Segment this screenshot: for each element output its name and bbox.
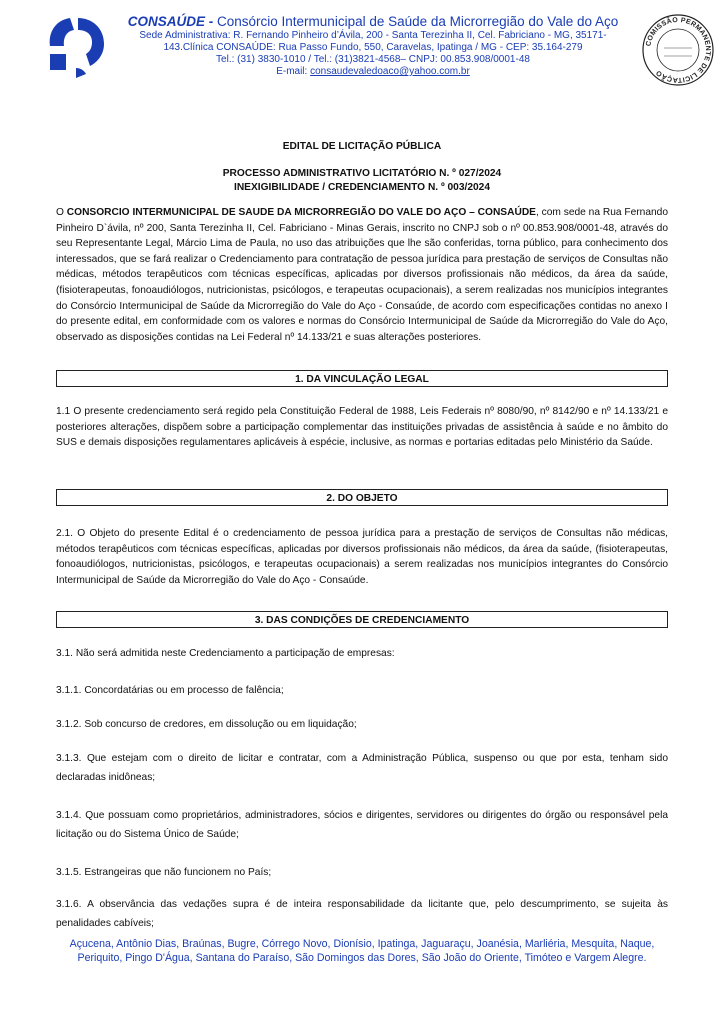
- letterhead: [108, 14, 638, 78]
- section-2-text: 2.1. O Objeto do presente Edital é o credenciamento de pessoa jurídica para a prestação de serviços de Consultas não médicas, métodos terapêuticos com técnicas específicas, aplicadas por diversos profissionais não médicos, da área da saúde, (fisioterapeutas, fonoaudiólogos, nutricionistas, psicólogos, e terapeutas ocupacionais) a serem realizadas nos municípios integrantes do Consórcio Intermunicipal de Saúde da Microrregião do Vale do Aço - Consaúde.: [56, 528, 668, 586]
- clause-3-1-3: 3.1.3. Que estejam com o direito de licitar e contratar, com a Administração Pública, suspenso ou que por esta, tenham sido declaradas inidôneas;: [56, 753, 668, 783]
- section-1-title: 1. DA VINCULAÇÃO LEGAL: [56, 370, 668, 387]
- edital-heading: EDITAL DE LICITAÇÃO PÚBLICA: [282, 141, 442, 152]
- section-1-text: 1.1 O presente credenciamento será regido pela Constituição Federal de 1988, Leis Federais nº 8080/90, nº 8142/90 e nº 14.133/21 e posteriores alterações, dispõem sobre a participação complementar das instituições privadas de assistência à saúde e no âmbito do SUS e demais disposições regulamentares aplicáveis à espécie, inclusive, as normas e portarias editadas pelo Ministério da Saúde.: [56, 406, 668, 449]
- organization-title: CONSAÚDE - Consórcio Intermunicipal de Saúde da Microrregião do Vale do Aço: [127, 14, 619, 29]
- intro-entity-name: CONSORCIO INTERMUNICIPAL DE SAUDE DA MICRORREGIÃO DO VALE DO AÇO – CONSAÚDE: [66, 207, 536, 218]
- consaude-logo-icon: [46, 14, 108, 80]
- footer-line-2: Periquito, Pingo D'Água, Santana do Paraíso, São Domingos das Dores, São João do Oriente, Timóteo e Vargem Alegre.: [77, 952, 647, 964]
- brand-name: CONSAÚDE -: [127, 14, 214, 29]
- svg-text:COMISSÃO PERMANENTE DE LICITAÇ: COMISSÃO PERMANENTE DE LICITAÇÃO: [645, 16, 712, 84]
- credenciamento-number-heading: INEXIGIBILIDADE / CREDENCIAMENTO N. º 003/2024: [233, 182, 490, 193]
- section-3-title: 3. DAS CONDIÇÕES DE CREDENCIAMENTO: [56, 611, 668, 628]
- member-municipalities-footer: [40, 937, 684, 965]
- phone-line: Tel.: (31) 3830-1010 / Tel.: (31)3821-4568– CNPJ: 00.853.908/0001-48: [216, 54, 530, 65]
- clause-3-1: 3.1. Não será admitida neste Credenciamento a participação de empresas:: [56, 648, 395, 659]
- address-line-1: Sede Administrativa: R. Fernando Pinheiro d’Ávila, 200 - Santa Terezinha II, Cel. Fabriciano - MG, 35171-: [139, 30, 607, 41]
- clause-3-1-5: 3.1.5. Estrangeiras que não funcionem no País;: [56, 867, 272, 878]
- process-number-heading: PROCESSO ADMINISTRATIVO LICITATÓRIO N. º 027/2024: [222, 168, 502, 179]
- address-line-2: 143.Clínica CONSAÚDE: Rua Passo Fundo, 550, Caravelas, Ipatinga / MG - CEP: 35.164-279: [163, 42, 583, 53]
- clause-3-1-1: 3.1.1. Concordatárias ou em processo de falência;: [56, 685, 284, 696]
- email-link[interactable]: consaudevaledoaco@yahoo.com.br: [310, 66, 470, 77]
- commission-seal-icon: [640, 12, 716, 88]
- clause-3-1-4: 3.1.4. Que possuam como proprietários, administradores, sócios e dirigentes, servidores ou dirigentes do órgão ou responsável pela licitação ou do Sistema Único de Saúde;: [56, 810, 668, 840]
- clause-3-1-2: 3.1.2. Sob concurso de credores, em dissolução ou em liquidação;: [56, 719, 357, 730]
- clause-3-1-6: 3.1.6. A observância das vedações supra é de inteira responsabilidade da licitante que, pelo descumprimento, se sujeita às penalidades cabíveis;: [56, 899, 668, 929]
- email-line: E-mail: consaudevaledoaco@yahoo.com.br: [276, 66, 470, 77]
- section-2-title: 2. DO OBJETO: [56, 489, 668, 506]
- intro-paragraph: O CONSORCIO INTERMUNICIPAL DE SAUDE DA MICRORREGIÃO DO VALE DO AÇO – CONSAÚDE, com sede na Rua Fernando Pinheiro D`ávila, nº 200, Santa Terezinha II, Cel. Fabriciano - Minas Gerais, inscrito no CNPJ sob o nº 00.853.908/0001-48, através do seu Representante Legal, Márcio Lima de Paula, no uso das atribuições que lhe são conferidas, torna público, para conhecimento dos interessados, que se fará realizar o Credenciamento para contratação de pessoa jurídica para prestação de serviços de Consultas não médicas, métodos terapêuticos com técnicas específicas, aplicadas por diversos profissionais não médicos, da área da saúde, (fisioterapeutas, fonoaudiólogos, nutricionistas, psicólogos, e terapeutas ocupacionais), a serem realizadas nos municípios integrantes do Consórcio Intermunicipal de Saúde da Microrregião do Vale do Aço - Consaúde, de acordo com especificações contidas no anexo I do presente edital, em conformidade com os valores e normas do Consórcio Intermunicipal de Saúde da Microrregião do Vale do Aço, observado as disposições contidas na Lei Federal nº 14.133/21 e suas alterações posteriores.: [56, 207, 668, 343]
- footer-line-1: Açucena, Antônio Dias, Braúnas, Bugre, Córrego Novo, Dionísio, Ipatinga, Jaguaraçu, Joanésia, Marliéria, Mesquita, Naque,: [69, 938, 655, 950]
